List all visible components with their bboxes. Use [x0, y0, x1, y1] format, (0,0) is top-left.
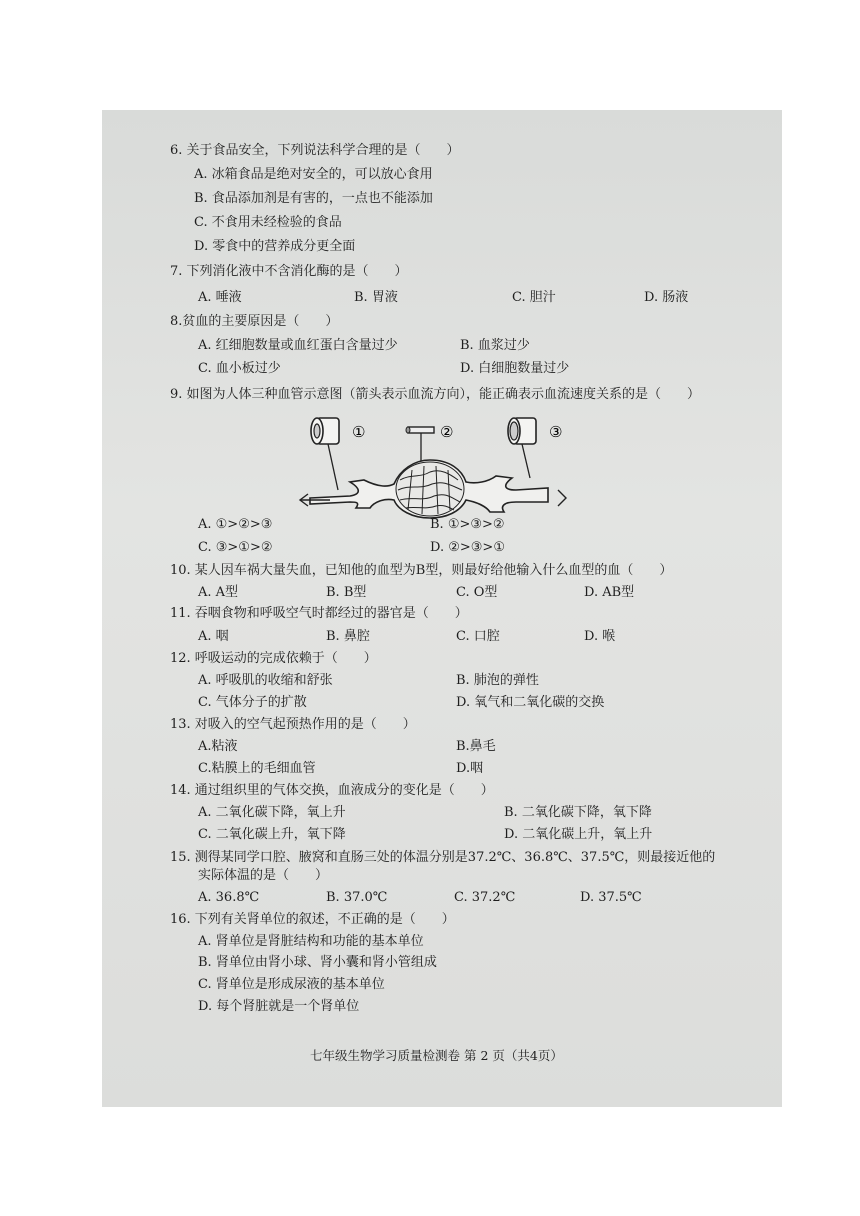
blood-vessel-diagram: [290, 410, 590, 520]
page-footer: 七年级生物学习质量检测卷 第 2 页（共4页）: [310, 1048, 563, 1063]
question-11-option-c: C. 口腔: [456, 629, 500, 644]
question-8-option-a: A. 红细胞数量或血红蛋白含量过少: [198, 338, 398, 353]
question-14-option-a: A. 二氧化碳下降，氧上升: [198, 805, 346, 820]
question-15-option-d: D. 37.5℃: [580, 890, 642, 905]
question-15-option-a: A. 36.8℃: [198, 890, 260, 905]
flow-arrow-right-icon: [558, 490, 566, 506]
question-12-option-c: C. 气体分子的扩散: [198, 695, 307, 710]
question-8-option-c: C. 血小板过少: [198, 361, 281, 376]
question-14-option-d: D. 二氧化碳上升，氧上升: [504, 827, 653, 842]
question-12-option-b: B. 肺泡的弹性: [456, 673, 539, 688]
question-7-stem: 7. 下列消化液中不含消化酶的是（ ）: [170, 264, 408, 279]
question-6-option-d: D. 零食中的营养成分更全面: [194, 239, 356, 254]
question-7-option-c: C. 胆汁: [512, 290, 556, 305]
question-12-option-d: D. 氧气和二氧化碳的交换: [456, 695, 605, 710]
artery-cross-section-icon: [311, 418, 339, 444]
question-15-stem-continued: 实际体温的是（ ）: [198, 868, 329, 883]
question-8-stem: 8.贫血的主要原因是（ ）: [170, 314, 339, 329]
label-2: ②: [440, 423, 454, 441]
question-7-option-b: B. 胃液: [354, 290, 398, 305]
question-16-option-a: A. 肾单位是肾脏结构和功能的基本单位: [198, 934, 424, 949]
question-13-option-b: B.鼻毛: [456, 739, 496, 754]
question-11-option-b: B. 鼻腔: [326, 629, 370, 644]
question-7-option-a: A. 唾液: [198, 290, 242, 305]
question-11-stem: 11. 吞咽食物和呼吸空气时都经过的器官是（ ）: [170, 606, 468, 621]
question-6-stem: 6. 关于食品安全，下列说法科学合理的是（ ）: [170, 143, 460, 158]
label-1: ①: [352, 423, 366, 441]
question-10-option-c: C. O型: [456, 585, 498, 600]
question-9-option-b: B. ①>③>②: [430, 517, 505, 532]
question-16-option-b: B. 肾单位由肾小球、肾小囊和肾小管组成: [198, 955, 437, 970]
question-14-stem: 14. 通过组织里的气体交换，血液成分的变化是（ ）: [170, 783, 494, 798]
question-7-option-d: D. 肠液: [644, 290, 689, 305]
question-10-stem: 10. 某人因车祸大量失血，已知他的血型为B型，则最好给他输入什么血型的血（ ）: [170, 563, 673, 578]
label-3: ③: [549, 423, 563, 441]
vein-cross-section-icon: [508, 418, 536, 444]
question-16-stem: 16. 下列有关肾单位的叙述，不正确的是（ ）: [170, 912, 455, 927]
question-14-option-c: C. 二氧化碳上升，氧下降: [198, 827, 346, 842]
question-16-option-c: C. 肾单位是形成尿液的基本单位: [198, 977, 385, 992]
question-13-option-a: A.粘液: [198, 739, 238, 754]
question-13-option-c: C.粘膜上的毛细血管: [198, 761, 316, 776]
question-14-option-b: B. 二氧化碳下降，氧下降: [504, 805, 652, 820]
question-11-option-d: D. 喉: [584, 629, 616, 644]
question-10-option-d: D. AB型: [584, 585, 635, 600]
question-6-option-a: A. 冰箱食品是绝对安全的，可以放心食用: [194, 167, 433, 182]
question-8-option-d: D. 白细胞数量过少: [460, 361, 570, 376]
question-6-option-b: B. 食品添加剂是有害的，一点也不能添加: [194, 191, 433, 206]
question-12-option-a: A. 呼吸肌的收缩和舒张: [198, 673, 333, 688]
question-16-option-d: D. 每个肾脏就是一个肾单位: [198, 999, 360, 1014]
question-9-option-d: D. ②>③>①: [430, 540, 505, 555]
capillary-cross-section-icon: [406, 427, 434, 433]
question-6-option-c: C. 不食用未经检验的食品: [194, 215, 342, 230]
question-9-stem: 9. 如图为人体三种血管示意图（箭头表示血流方向），能正确表示血流速度关系的是（ ）: [170, 387, 701, 402]
question-9-option-a: A. ①>②>③: [198, 517, 273, 532]
question-10-option-b: B. B型: [326, 585, 367, 600]
question-15-option-b: B. 37.0℃: [326, 890, 388, 905]
question-10-option-a: A. A型: [198, 585, 239, 600]
question-15-option-c: C. 37.2℃: [454, 890, 516, 905]
question-8-option-b: B. 血浆过少: [460, 338, 530, 353]
question-13-stem: 13. 对吸入的空气起预热作用的是（ ）: [170, 717, 416, 732]
question-12-stem: 12. 呼吸运动的完成依赖于（ ）: [170, 651, 377, 666]
question-15-stem: 15. 测得某同学口腔、腋窝和直肠三处的体温分别是37.2℃、36.8℃、37.5℃，则最接近他的: [170, 850, 716, 865]
question-11-option-a: A. 咽: [198, 629, 229, 644]
capillary-bed: [396, 462, 464, 516]
question-13-option-d: D.咽: [456, 761, 484, 776]
question-9-option-c: C. ③>①>②: [198, 540, 273, 555]
